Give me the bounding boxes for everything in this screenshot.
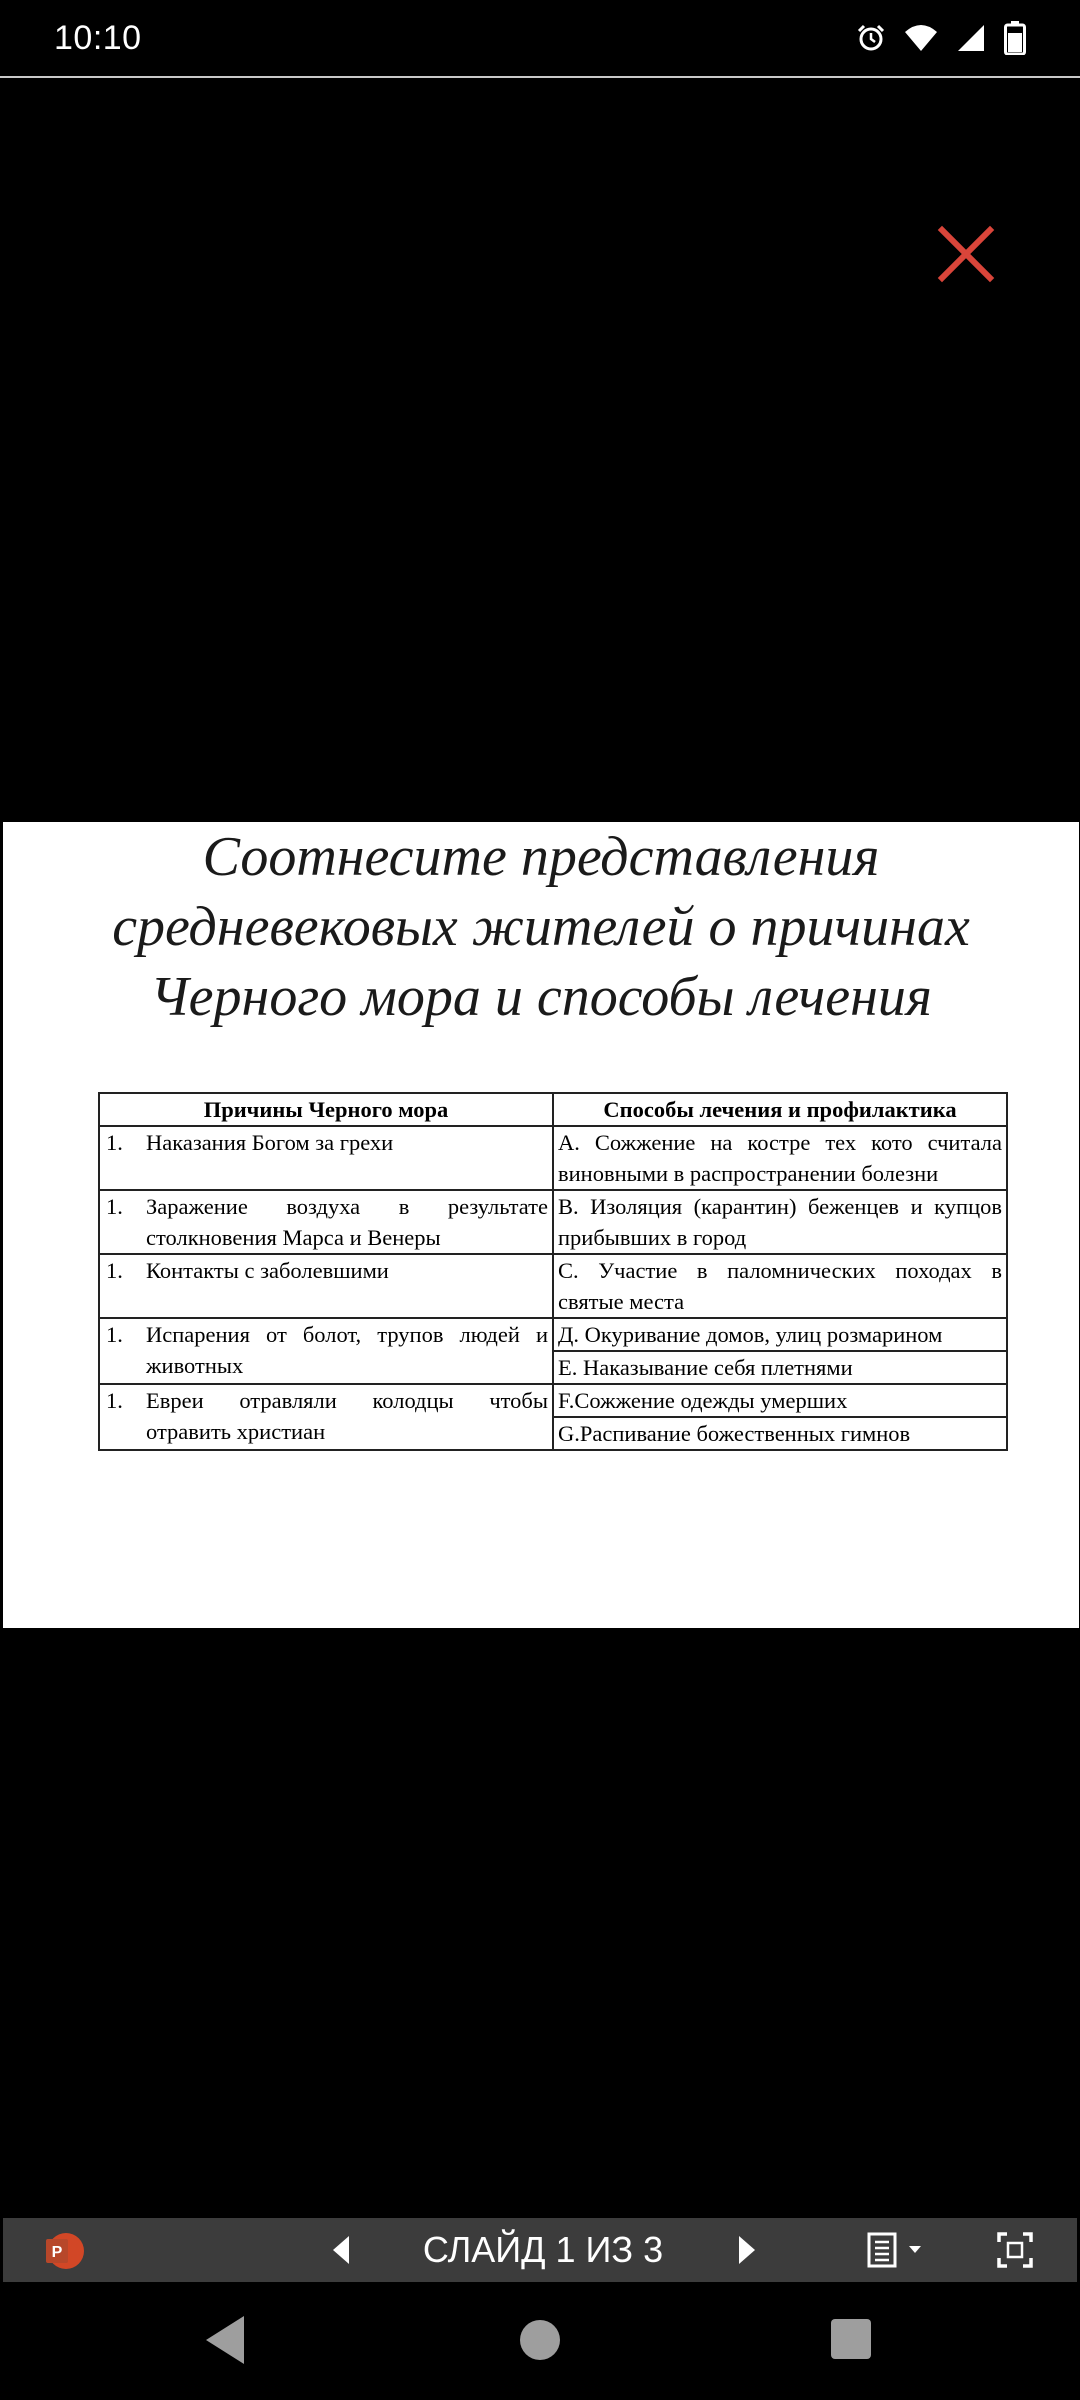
cause-text: Испарения от болот, трупов людей и животных [146,1322,548,1378]
back-button[interactable] [200,2312,250,2368]
cause-number: 1. [106,1194,123,1219]
table-row [99,1190,1007,1254]
recents-square-icon [828,2316,874,2362]
battery-icon [1004,21,1026,55]
table-row [99,1254,1007,1318]
slide-counter: СЛАЙД 1 ИЗ 3 [422,2229,664,2270]
cause-number: 1. [106,1388,123,1413]
table-row [99,1384,1007,1417]
cause-number: 1. [106,1130,123,1155]
method-cell: Д. Окуривание домов, улиц розмарином [553,1318,1007,1351]
close-icon [936,224,996,284]
slide-title [3,822,1079,1032]
status-icons [856,21,1026,55]
notes-icon [865,2230,935,2270]
cause-cell [99,1190,553,1254]
slide-title-line: средневековых жителей о причинах [112,896,970,958]
method-cell: Е. Наказывание себя плетнями [553,1351,1007,1384]
column-header-causes: Причины Черного мора [99,1093,553,1126]
slide-viewer [0,76,1080,2218]
cause-cell [99,1254,553,1318]
table-row [99,1318,1007,1351]
cause-number: 1. [106,1322,123,1347]
method-cell: G.Распивание божественных гимнов [553,1417,1007,1450]
slide-navigation-bar [3,2218,1077,2282]
cause-cell [99,1384,553,1450]
slide [3,822,1079,1628]
status-time: 10:10 [54,18,142,57]
cause-text: Евреи отравляли колодцы чтобы отравить христиан [146,1388,548,1444]
method-cell: С. Участие в паломнических походах в святые места [553,1254,1007,1318]
cell-signal-icon [956,23,986,53]
previous-slide-button[interactable] [323,2232,359,2268]
matching-table [98,1092,1008,1451]
cause-text: Наказания Богом за грехи [146,1130,394,1155]
home-circle-icon [514,2314,566,2366]
fullscreen-button[interactable] [995,2230,1035,2270]
triangle-right-icon [729,2232,765,2268]
next-slide-button[interactable] [729,2232,765,2268]
table-header-row [99,1093,1007,1126]
back-triangle-icon [200,2312,250,2368]
wifi-icon [904,24,938,52]
method-cell: А. Сожжение на костре тех кото считала виновными в распространении болезни [553,1126,1007,1190]
cause-text: Заражение воздуха в результате столкновения Марса и Венеры [146,1194,548,1250]
triangle-left-icon [323,2232,359,2268]
slide-title-line: Черного мора и способы лечения [150,966,932,1028]
home-button[interactable] [514,2314,566,2366]
fullscreen-icon [995,2230,1035,2270]
close-button[interactable] [936,224,996,284]
powerpoint-icon [43,2230,85,2272]
status-bar [0,0,1080,76]
notes-menu-button[interactable] [865,2230,935,2270]
column-header-methods: Способы лечения и профилактика [553,1093,1007,1126]
system-navigation-bar [0,2282,1080,2400]
method-cell: F.Сожжение одежды умерших [553,1384,1007,1417]
cause-cell [99,1126,553,1190]
table-row [99,1126,1007,1190]
cause-cell [99,1318,553,1384]
alarm-icon [856,23,886,53]
recents-button[interactable] [828,2316,874,2362]
svg-text:P: P [51,2244,63,2261]
method-cell: В. Изоляция (карантин) беженцев и купцов прибывших в город [553,1190,1007,1254]
cause-number: 1. [106,1258,123,1283]
cause-text: Контакты с заболевшими [146,1258,389,1283]
slide-title-line: Соотнесите представления [202,826,880,888]
